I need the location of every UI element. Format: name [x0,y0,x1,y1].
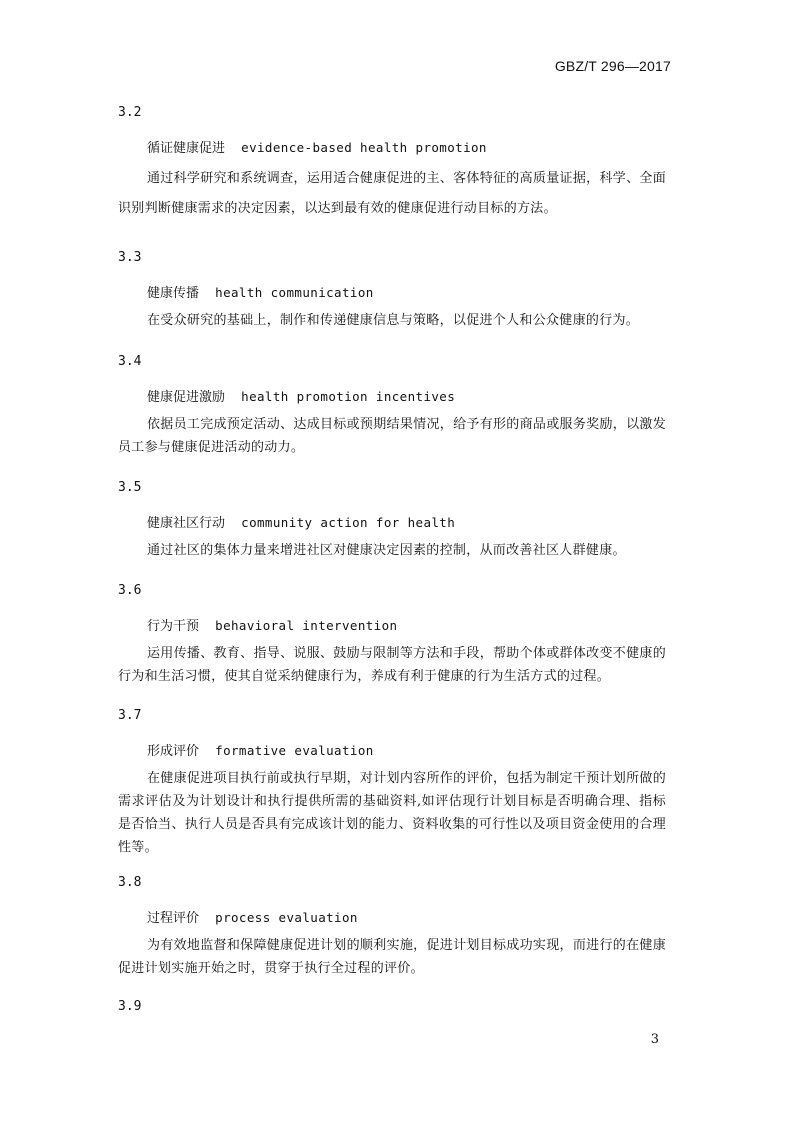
term-heading [118,388,666,407]
term-definition: 通过社区的集体力量来增进社区对健康决定因素的控制，从而改善社区人群健康。 [147,543,626,558]
clause-number: 3.7 [118,708,142,723]
term-chinese: 健康促进激励 [147,390,226,405]
term-english: evidence-based health promotion [241,140,487,155]
term-chinese: 形成评价 [147,744,200,759]
term-chinese: 健康传播 [147,286,200,301]
term-heading [118,514,666,533]
term-entry-3-9 [118,998,666,1016]
term-english: process evaluation [215,910,358,925]
term-entry-3-8 [118,874,666,980]
term-entry-3-2 [118,104,666,224]
standard-code: GBZ/T 296—2017 [554,58,671,74]
term-heading [118,284,666,303]
page-number: 3 [650,1032,659,1047]
term-english: health communication [215,285,374,300]
term-definition: 在受众研究的基础上，制作和传递健康信息与策略，以促进个人和公众健康的行为。 [147,313,640,328]
term-heading [118,909,666,928]
clause-number: 3.2 [118,105,142,120]
term-definition: 为有效地监督和保障健康促进计划的顺利实施，促进计划目标成功实现，而进行的在健康促进计划实施开始之时，贯穿于执行全过程的评价。 [118,938,666,976]
term-heading [118,742,666,761]
clause-number: 3.4 [118,354,142,369]
term-chinese: 健康社区行动 [147,516,226,531]
term-english: behavioral intervention [215,618,398,633]
term-definition: 在健康促进项目执行前或执行早期，对计划内容所作的评价，包括为制定干预计划所做的需求评估及为计划设计和执行提供所需的基础资料,如评估现行计划目标是否明确合理、指标是否恰当、执行人员是否具有完成该计划的能力、资料收集的可行性以及项目资金使用的合理性等。 [118,771,666,855]
term-english: health promotion incentives [241,389,456,404]
term-entry-3-4 [118,353,666,459]
term-entry-3-6 [118,582,666,688]
term-definition: 通过科学研究和系统调查，运用适合健康促进的主、客体特征的高质量证据，科学、全面识别判断健康需求的决定因素，以达到最有效的健康促进行动目标的方法。 [118,171,666,216]
term-heading [118,139,666,158]
term-entry-3-7 [118,707,666,859]
term-chinese: 行为干预 [147,619,200,634]
clause-number: 3.5 [118,480,142,495]
term-english: formative evaluation [215,743,374,758]
term-chinese: 过程评价 [147,911,200,926]
term-english: community action for health [241,515,456,530]
clause-number: 3.8 [118,875,142,890]
term-entry-3-5 [118,479,666,562]
clause-number: 3.6 [118,583,142,598]
term-heading [118,617,666,636]
term-definition: 运用传播、教育、指导、说服、鼓励与限制等方法和手段，帮助个体或群体改变不健康的行为和生活习惯，使其自觉采纳健康行为，养成有利于健康的行为生活方式的过程。 [118,646,666,684]
term-chinese: 循证健康促进 [147,141,226,156]
term-entry-3-3 [118,249,666,332]
term-definition: 依据员工完成预定活动、达成目标或预期结果情况，给予有形的商品或服务奖励，以激发员工参与健康促进活动的动力。 [118,417,666,455]
clause-number: 3.3 [118,250,142,265]
clause-number: 3.9 [118,999,142,1014]
